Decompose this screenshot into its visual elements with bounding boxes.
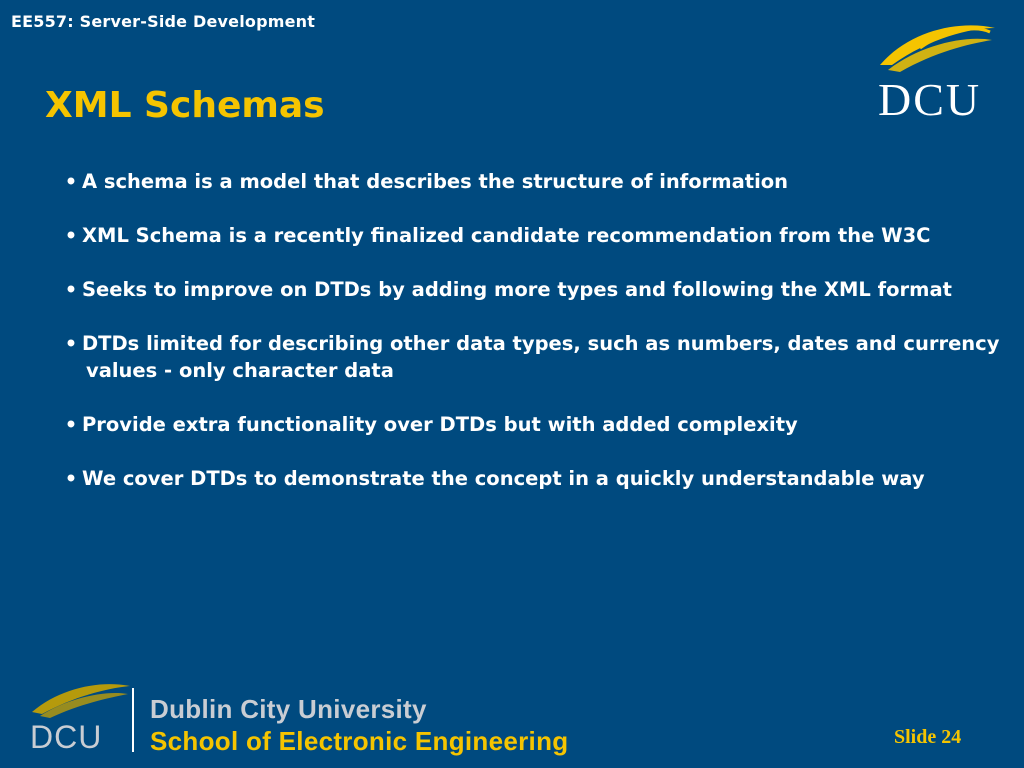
bullet-item (60, 465, 1010, 492)
bullet-symbol: • (64, 467, 78, 490)
slide-title: XML Schemas (45, 85, 325, 126)
footer-divider (132, 688, 134, 752)
course-title: EE557: Server-Side Development (11, 12, 316, 31)
bullet-symbol: • (64, 413, 78, 436)
footer-dcu-logo-icon (20, 680, 140, 755)
bullet-item (60, 276, 1010, 303)
footer-university: Dublin City University (150, 694, 427, 724)
bullet-text: Provide extra functionality over DTDs but with added complexity (82, 413, 798, 436)
bullet-list (60, 168, 1010, 519)
bullet-symbol: • (64, 224, 78, 247)
bullet-text: We cover DTDs to demonstrate the concept in a quickly understandable way (82, 467, 925, 490)
bullet-text: Seeks to improve on DTDs by adding more types and following the XML format (82, 278, 952, 301)
bullet-text: A schema is a model that describes the structure of information (82, 170, 789, 193)
slide-number: Slide 24 (894, 726, 962, 748)
footer-school: School of Electronic Engineering (150, 726, 569, 756)
bullet-item (60, 168, 1010, 195)
bullet-symbol: • (64, 278, 78, 301)
bullet-text: DTDs limited for describing other data types, such as numbers, dates and currency values - only character data (82, 332, 1000, 382)
bullet-symbol: • (64, 332, 78, 355)
bullet-item (60, 411, 1010, 438)
dcu-logo-icon (860, 20, 1000, 125)
bullet-item (60, 222, 1010, 249)
dcu-logo-text: DCU (878, 74, 982, 125)
bullet-item (60, 330, 1010, 384)
bullet-text: XML Schema is a recently finalized candidate recommendation from the W3C (82, 224, 931, 247)
footer-dcu-logo-text: DCU (30, 719, 103, 755)
bullet-symbol: • (64, 170, 78, 193)
